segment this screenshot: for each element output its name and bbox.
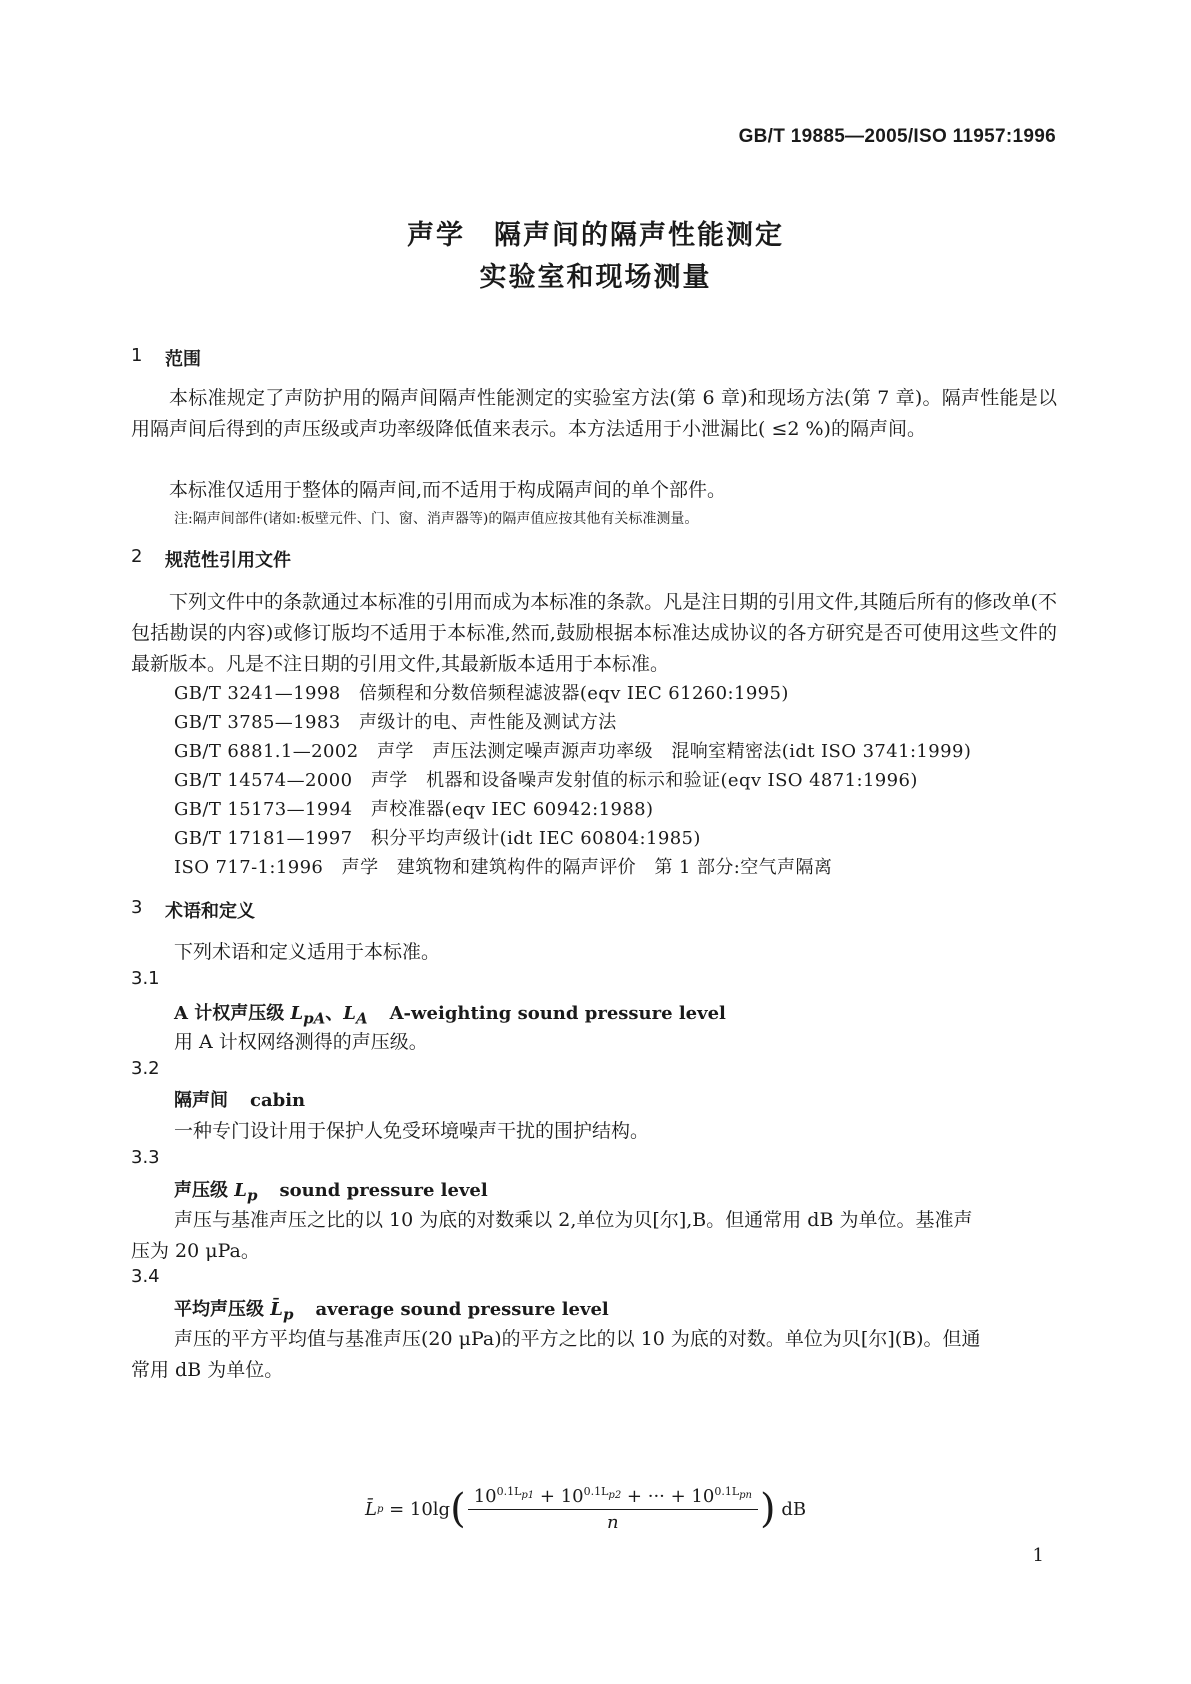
term-3-3-definition-line2: 压为 20 μPa。 (131, 1240, 260, 1262)
reference-item: GB/T 14574—2000 声学 机器和设备噪声发射值的标示和验证(eqv ISO 4871:1996) (174, 770, 918, 791)
page-number: 1 (1032, 1545, 1044, 1566)
formula-equals: = 10lg (383, 1498, 451, 1520)
term-symbol-subscript: p (246, 1186, 258, 1205)
section-1-heading: 范围 (165, 349, 201, 370)
term-3-3-heading (174, 1176, 488, 1205)
term-3-1-definition: 用 A 计权网络测得的声压级。 (174, 1031, 428, 1053)
term-3-4-number: 3.4 (131, 1266, 160, 1287)
formula-numerator (468, 1485, 758, 1510)
section-1-paragraph-2: 本标准仅适用于整体的隔声间,而不适用于构成隔声间的单个部件。 (169, 479, 727, 501)
term-symbol-2-subscript: A (355, 1009, 368, 1028)
plus-sign: + (664, 1486, 692, 1507)
term-chinese: A 计权声压级 (174, 1003, 291, 1024)
reference-item: GB/T 3785—1983 声级计的电、声性能及测试方法 (174, 712, 617, 733)
formula-lhs: L̄ (365, 1498, 377, 1520)
formula-unit: dB (775, 1498, 807, 1520)
plus-sign: + (534, 1486, 561, 1507)
term-3-4-heading (174, 1295, 609, 1324)
section-2-heading: 规范性引用文件 (165, 550, 291, 571)
term-base: 10 (560, 1486, 584, 1507)
formula-denominator: n (607, 1512, 619, 1533)
plus-sign: + (621, 1486, 648, 1507)
section-2-paragraph-1: 下列文件中的条款通过本标准的引用而成为本标准的条款。凡是注日期的引用文件,其随后所有的修改单(不包括勘误的内容)或修订版均不适用于本标准,然而,鼓励根据本标准达成协议的各方研究是否可使用这些文件的最新版本。凡是不注日期的引用文件,其最新版本适用于本标准。 (131, 591, 1057, 675)
term-symbol-2: L (343, 1003, 356, 1024)
section-1-number: 1 (131, 345, 143, 366)
term-chinese: 平均声压级 (174, 1299, 271, 1320)
term-english: A-weighting sound pressure level (389, 1003, 726, 1024)
formula-fraction (468, 1485, 758, 1533)
term-english: cabin (250, 1090, 306, 1111)
term-chinese: 声压级 (174, 1180, 235, 1201)
term-3-2-number: 3.2 (131, 1058, 160, 1079)
term-separator: 、 (325, 1003, 344, 1024)
reference-item: ISO 717-1:1996 声学 建筑物和建筑构件的隔声评价 第 1 部分:空气声隔离 (174, 857, 833, 878)
term-3-3-number: 3.3 (131, 1147, 160, 1168)
term-symbol-subscript: pA (303, 1009, 326, 1028)
term-3-1-heading (174, 999, 726, 1028)
term-exponent-subscript: pn (739, 1490, 752, 1502)
section-3-heading: 术语和定义 (165, 901, 255, 922)
term-exponent: 0.1L (714, 1485, 740, 1498)
reference-item: GB/T 3241—1998 倍频程和分数倍频程滤波器(eqv IEC 61260:1995) (174, 683, 789, 704)
term-exponent-subscript: p1 (521, 1490, 535, 1502)
ellipsis: ··· (647, 1486, 665, 1507)
term-exponent: 0.1L (496, 1485, 522, 1498)
term-3-3-definition-line1: 声压与基准声压之比的以 10 为底的对数乘以 2,单位为贝[尔],B。但通常用 dB 为单位。基准声 (174, 1209, 973, 1231)
term-chinese: 隔声间 (174, 1090, 228, 1111)
section-3-intro: 下列术语和定义适用于本标准。 (174, 941, 441, 963)
section-2-number: 2 (131, 546, 143, 567)
page-title-line2: 实验室和现场测量 (479, 262, 712, 293)
term-symbol: L̄ (270, 1299, 283, 1320)
term-base: 10 (691, 1486, 715, 1507)
section-3-number: 3 (131, 897, 143, 918)
term-3-2-definition: 一种专门设计用于保护人免受环境噪声干扰的围护结构。 (174, 1120, 650, 1142)
section-1-note: 注:隔声间部件(诸如:板壁元件、门、窗、消声器等)的隔声值应按其他有关标准测量。 (174, 511, 699, 527)
section-1-paragraph-1: 本标准规定了声防护用的隔声间隔声性能测定的实验室方法(第 6 章)和现场方法(第 7 章)。隔声性能是以用隔声间后得到的声压级或声功率级降低值来表示。本方法适用于小泄漏比( ≤2 %)的隔声间。 (131, 387, 1057, 440)
term-3-2-heading (174, 1086, 305, 1112)
reference-item: GB/T 15173—1994 声校准器(eqv IEC 60942:1988) (174, 799, 654, 820)
term-symbol: L (290, 1003, 304, 1024)
right-paren-icon: ) (759, 1486, 776, 1532)
term-symbol-subscript: p (282, 1305, 294, 1324)
term-3-4-definition-line1: 声压的平方平均值与基准声压(20 μPa)的平方之比的以 10 为底的对数。单位为贝[尔](B)。但通 (174, 1328, 981, 1350)
average-sound-pressure-formula (365, 1485, 806, 1533)
reference-item: GB/T 17181—1997 积分平均声级计(idt IEC 60804:1985) (174, 828, 701, 849)
reference-item: GB/T 6881.1—2002 声学 声压法测定噪声源声功率级 混响室精密法(idt ISO 3741:1999) (174, 741, 972, 762)
left-paren-icon: ( (450, 1486, 466, 1532)
term-3-4-definition-line2: 常用 dB 为单位。 (131, 1359, 284, 1381)
term-exponent-subscript: p2 (608, 1490, 622, 1502)
header-standard-code: GB/T 19885—2005/ISO 11957:1996 (738, 126, 1056, 147)
term-symbol: L (234, 1180, 247, 1201)
formula-lhs-subscript: p (376, 1503, 384, 1515)
term-english: average sound pressure level (315, 1299, 609, 1320)
term-exponent: 0.1L (583, 1485, 609, 1498)
term-base: 10 (473, 1486, 497, 1507)
page-title-line1: 声学 隔声间的隔声性能测定 (407, 220, 784, 251)
term-english: sound pressure level (279, 1180, 488, 1201)
term-3-1-number: 3.1 (131, 968, 160, 989)
